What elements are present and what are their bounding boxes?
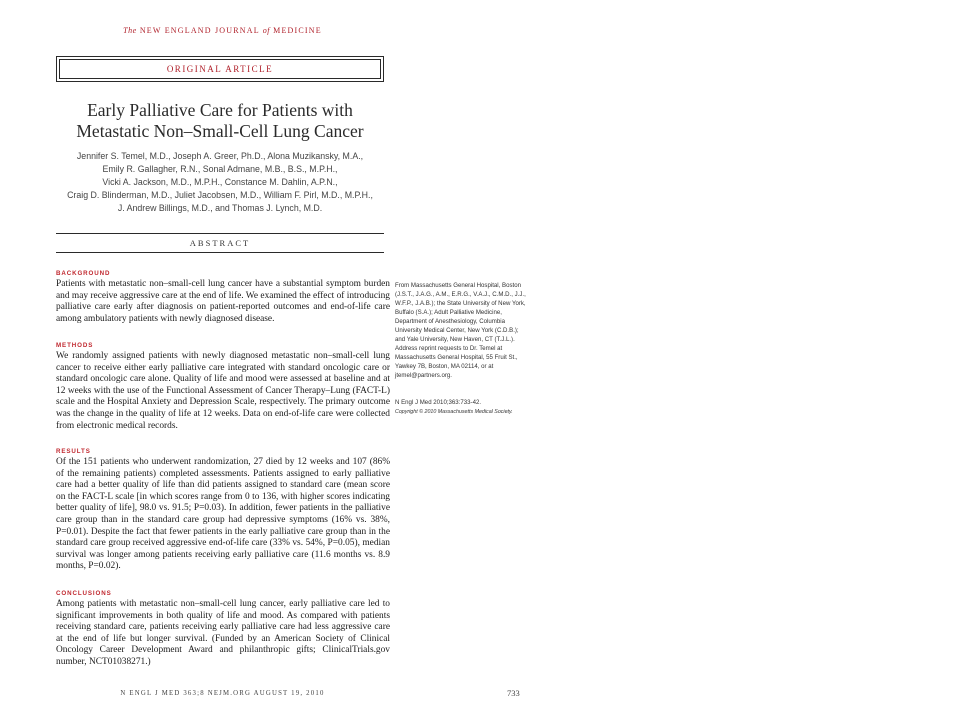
article-title	[56, 100, 384, 142]
title-line-1: Early Palliative Care for Patients with	[87, 100, 353, 120]
page-number: 733	[507, 688, 520, 698]
journal-suffix: MEDICINE	[273, 26, 322, 35]
journal-header	[0, 26, 445, 35]
methods-text: We randomly assigned patients with newly diagnosed metastatic non–small-cell lung cancer to receive either early palliative care integrated with standard oncologic care or standard oncologic care alone. Quality of life and mood were assessed at baseline and at 12 weeks with the use of the Functional Assessment of Cancer Therapy–Lung (FACT-L) scale and the Hospital Anxiety and Depression Scale, respectively. The primary outcome was the change in the quality of life at 12 weeks. Data on end-of-life care were collected from electronic medical records.	[56, 351, 390, 431]
page-footer: N ENGL J MED 363;8 NEJM.ORG AUGUST 19, 2010	[120, 690, 325, 697]
citation: N Engl J Med 2010;363:733-42.	[395, 399, 482, 406]
author-line: Vicki A. Jackson, M.D., M.P.H., Constance M. Dahlin, A.P.N.,	[102, 177, 338, 187]
author-line: Craig D. Blinderman, M.D., Juliet Jacobsen, M.D., William F. Pirl, M.D., M.P.H.,	[67, 190, 373, 200]
article-type-label: ORIGINAL ARTICLE	[59, 59, 381, 79]
methods-heading: METHODS	[56, 342, 94, 349]
journal-prefix: The	[123, 26, 137, 35]
background-text: Patients with metastatic non–small-cell lung cancer have a substantial symptom burden and may receive aggressive care at the end of life. We examined the effect of introducing palliative care early after diagnosis on patient-reported outcomes and end-of-life care among ambulatory patients with newly diagnosed disease.	[56, 279, 390, 324]
author-line: Jennifer S. Temel, M.D., Joseph A. Greer, Ph.D., Alona Muzikansky, M.A.,	[76, 151, 364, 161]
results-section	[56, 448, 390, 573]
conclusions-section	[56, 590, 390, 669]
author-line: J. Andrew Billings, M.D., and Thomas J. Lynch, M.D.	[117, 203, 323, 213]
author-line: Emily R. Gallagher, R.N., Sonal Admane, M.B., B.S., M.P.H.,	[102, 164, 338, 174]
abstract-heading: ABSTRACT	[56, 233, 384, 253]
author-list	[56, 150, 384, 215]
conclusions-text: Among patients with metastatic non–small-cell lung cancer, early palliative care led to significant improvements in both quality of life and mood. As compared with patients receiving standard care, patients receiving early palliative care had less aggressive care at the end of life but longer survival. (Funded by an American Society of Clinical Oncology Career Development Award and philanthropic gifts; ClinicalTrials.gov number, NCT01038271.)	[56, 599, 390, 667]
methods-section	[56, 342, 390, 432]
affiliations-note: From Massachusetts General Hospital, Boston (J.S.T., J.A.G., A.M., E.R.G., V.A.J., C.M.D., J.J., W.F.P., J.A.B.); the State University of New York, Buffalo (S.A.); Adult Palliative Medicine, Department of Anesthesiology, Columbia University Medical Center, New York (C.D.B.); and Yale University, New Haven, CT (T.J.L.). Address reprint requests to Dr. Temel at Massachusetts General Hospital, 55 Fruit St., Yawkey 7B, Boston, MA 02114, or at jtemel@partners.org.	[395, 282, 526, 379]
title-line-2: Metastatic Non–Small-Cell Lung Cancer	[76, 121, 364, 141]
copyright-note: Copyright © 2010 Massachusetts Medical Society.	[395, 409, 513, 415]
background-heading: BACKGROUND	[56, 270, 111, 277]
background-section	[56, 270, 390, 325]
article-type-box	[56, 56, 384, 82]
results-text: Of the 151 patients who underwent randomization, 27 died by 12 weeks and 107 (86% of the remaining patients) completed assessments. Patients assigned to early palliative care had a better quality of life than did patients assigned to standard care (mean score on the FACT-L scale [in which scores range from 0 to 136, with higher scores indicating better quality of life], 98.0 vs. 91.5; P=0.03). In addition, fewer patients in the palliative care group than in the standard care group had depressive symptoms (16% vs. 38%, P=0.01). Despite the fact that fewer patients in the early palliative care group than in the standard care group received aggressive end-of-life care (33% vs. 54%, P=0.05), median survival was longer among patients receiving early palliative care (11.6 months vs. 8.9 months, P=0.02).	[56, 457, 390, 572]
journal-name: NEW ENGLAND JOURNAL	[139, 26, 260, 35]
journal-of: of	[262, 26, 270, 35]
results-heading: RESULTS	[56, 448, 91, 455]
conclusions-heading: CONCLUSIONS	[56, 590, 112, 597]
